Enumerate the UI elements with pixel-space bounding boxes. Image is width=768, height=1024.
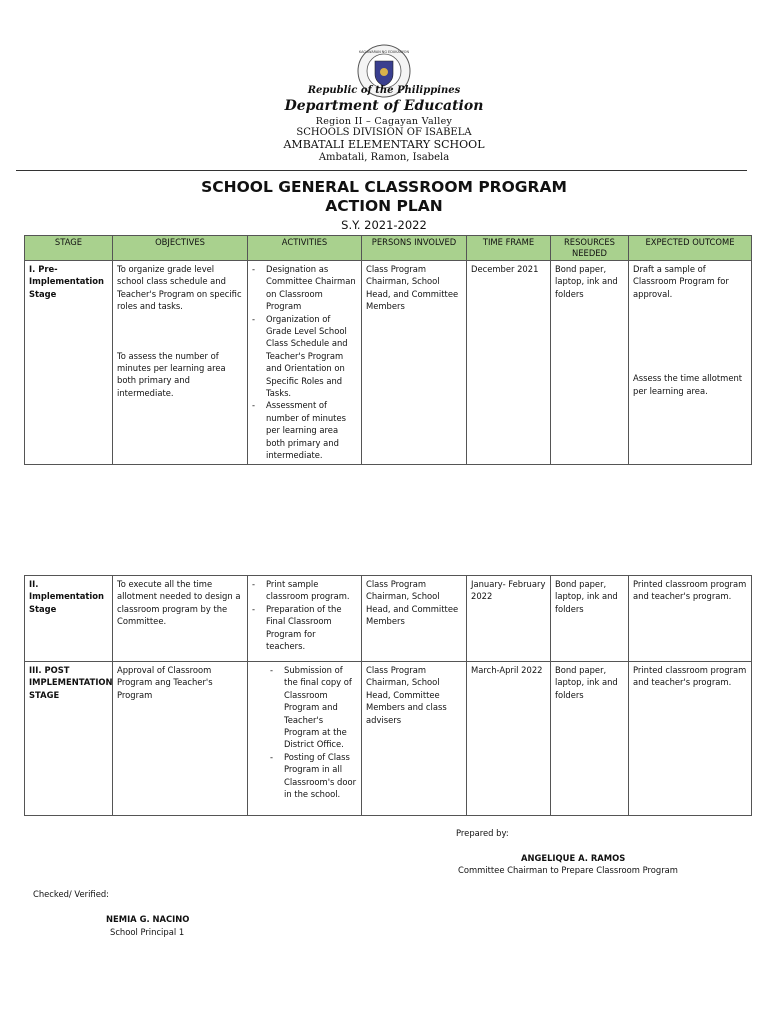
header-divider: [16, 170, 747, 171]
persons-cell: Class Program Chairman, School Head, and Committee Members: [362, 576, 467, 662]
resources-cell: Bond paper, laptop, ink and folders: [551, 662, 629, 816]
objective-text: To assess the number of minutes per learning area both primary and intermediate.: [117, 350, 226, 398]
school-name: AMBATALI ELEMENTARY SCHOOL: [283, 138, 485, 151]
time-frame-cell: January- February 2022: [467, 576, 551, 662]
col-header-outcome: EXPECTED OUTCOME: [629, 236, 752, 261]
division-line: SCHOOLS DIVISION OF ISABELA: [296, 127, 472, 138]
persons-cell: Class Program Chairman, School Head, Committee Members and class advisers: [362, 662, 467, 816]
col-header-persons: PERSONS INVOLVED: [362, 236, 467, 261]
col-header-activities: ACTIVITIES: [248, 236, 362, 261]
page-subtitle: ACTION PLAN: [325, 197, 443, 215]
department-name: Department of Education: [284, 98, 484, 114]
school-address: Ambatali, Ramon, Isabela: [318, 152, 450, 163]
activity-item: - Assessment of number of minutes per learning area both primary and intermediate.: [252, 399, 357, 461]
table-row: [25, 576, 752, 662]
stage-cell: III. POST IMPLEMENTATION STAGE: [25, 662, 113, 816]
outcome-text: Draft a sample of Classroom Program for approval.: [633, 264, 729, 299]
objective-text: To organize grade level school class schedule and Teacher's Program on specific roles and tasks.: [117, 264, 242, 312]
table-row: [25, 662, 752, 816]
activity-item: - Designation as Committee Chairman on Classroom Program: [252, 263, 357, 313]
outcome-text: Assess the time allotment per learning area.: [633, 373, 743, 396]
resources-cell: Bond paper, laptop, ink and folders: [551, 261, 629, 465]
verifier-name: NEMIA G. NACINO: [106, 914, 190, 924]
page-title: SCHOOL GENERAL CLASSROOM PROGRAM: [201, 178, 567, 196]
outcome-cell: Printed classroom program and teacher's program.: [629, 662, 752, 816]
time-frame-cell: December 2021: [467, 261, 551, 465]
outcome-cell: Printed classroom program and teacher's program.: [629, 576, 752, 662]
activity-item: - Print sample classroom program.: [252, 578, 357, 603]
activities-cell: [248, 261, 362, 465]
region-line: Region II – Cagayan Valley: [315, 116, 453, 127]
persons-cell: Class Program Chairman, School Head, and Committee Members: [362, 261, 467, 465]
col-header-objectives: OBJECTIVES: [113, 236, 248, 261]
checked-verified-label: Checked/ Verified:: [33, 889, 109, 899]
activity-item: - Organization of Grade Level School Class Schedule and Teacher's Program and Orientation on Specific Roles and Tasks.: [252, 313, 357, 400]
action-plan-table: [24, 235, 752, 465]
activity-item: - Preparation of the Final Classroom Program for teachers.: [252, 603, 357, 653]
preparer-title: Committee Chairman to Prepare Classroom Program: [458, 865, 678, 875]
svg-text:KAGAWARAN NG EDUKASYON: KAGAWARAN NG EDUKASYON: [358, 50, 410, 54]
activity-item: - Submission of the final copy of Classroom Program and Teacher's Program at the District Office.: [252, 664, 357, 751]
verifier-title: School Principal 1: [110, 927, 185, 937]
objectives-cell: [113, 261, 248, 465]
activity-item: - Posting of Class Program in all Classroom's door in the school.: [252, 751, 357, 801]
activities-cell: [248, 662, 362, 816]
activities-cell: [248, 576, 362, 662]
preparer-name: ANGELIQUE A. RAMOS: [521, 853, 626, 863]
table-row: [25, 261, 752, 465]
resources-cell: Bond paper, laptop, ink and folders: [551, 576, 629, 662]
table-header-row: [25, 236, 752, 261]
objectives-cell: To execute all the time allotment needed to design a classroom program by the Committee.: [113, 576, 248, 662]
stage-cell: I. Pre-Implementation Stage: [25, 261, 113, 465]
time-frame-cell: March-April 2022: [467, 662, 551, 816]
republic-line: Republic of the Philippines: [307, 85, 461, 96]
school-year: S.Y. 2021-2022: [341, 218, 427, 232]
stage-cell: II. Implementation Stage: [25, 576, 113, 662]
col-header-time: TIME FRAME: [467, 236, 551, 261]
action-plan-table-continued: [24, 575, 752, 816]
objectives-cell: Approval of Classroom Program ang Teacher's Program: [113, 662, 248, 816]
prepared-by-label: Prepared by:: [456, 828, 509, 838]
col-header-resources: RESOURCES NEEDED: [551, 236, 629, 261]
outcome-cell: [629, 261, 752, 465]
col-header-stage: STAGE: [25, 236, 113, 261]
